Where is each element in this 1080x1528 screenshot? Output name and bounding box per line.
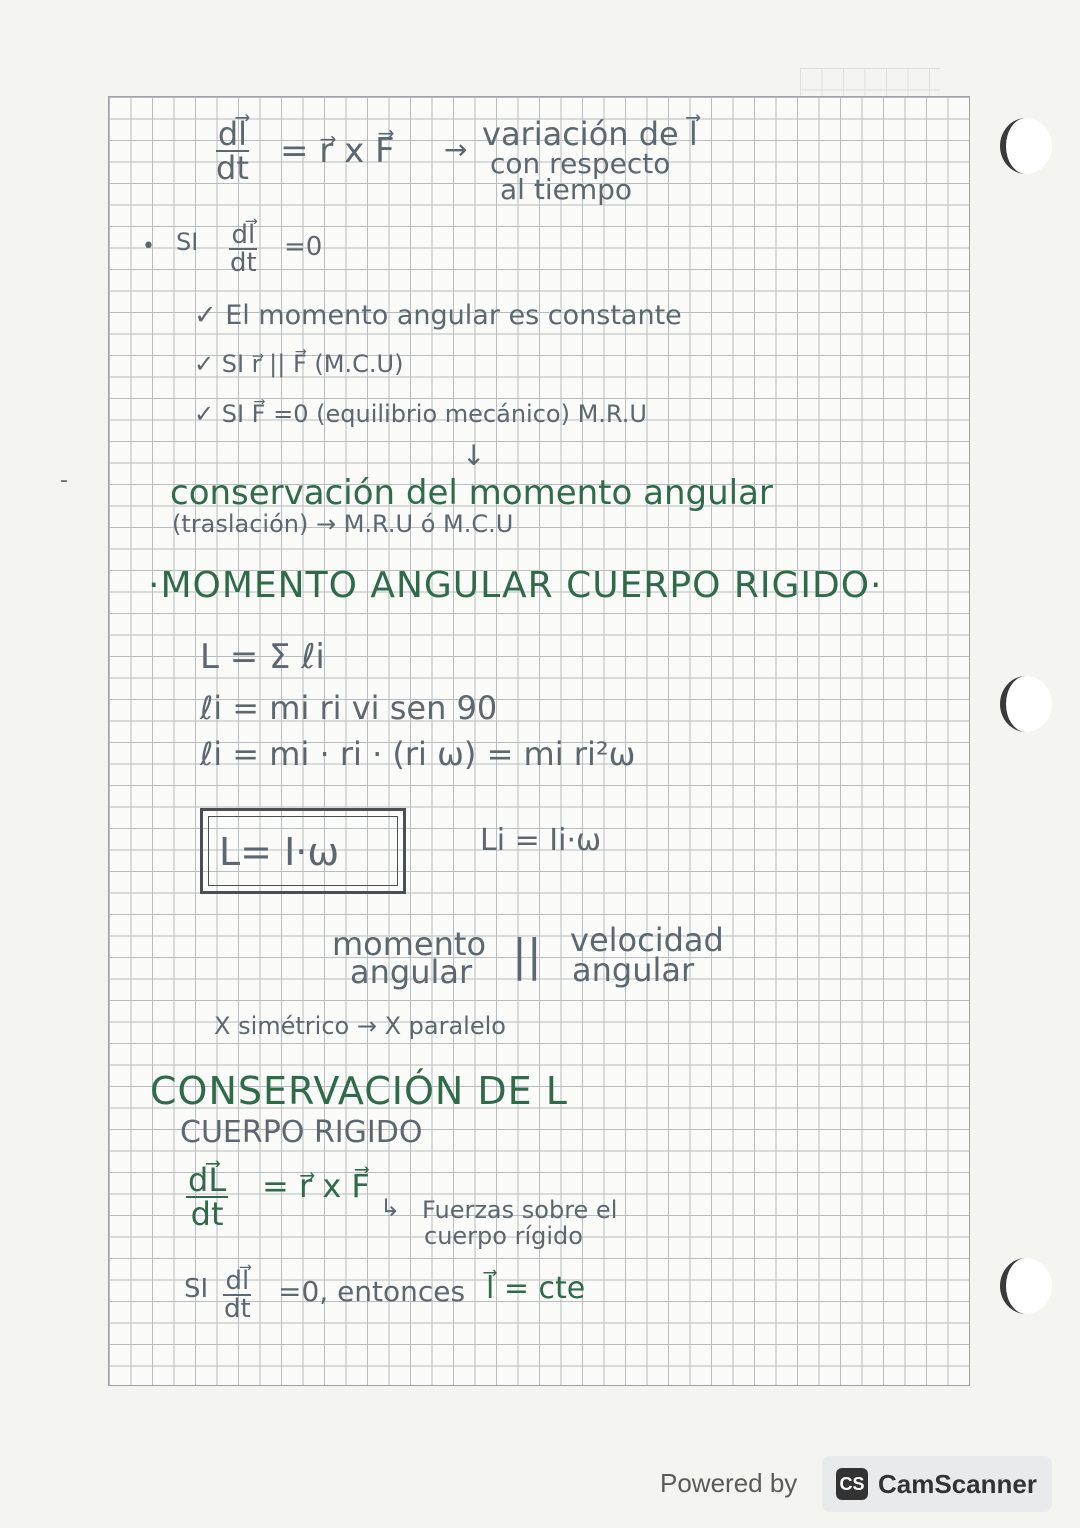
top-derivative-denominator: dt (216, 149, 249, 187)
check-item-mcu: ✓ SI r⃗ || F⃗ (M.C.U) (194, 350, 404, 378)
powered-by-text: Powered by (660, 1468, 798, 1498)
condition1-denominator: dt (230, 248, 257, 278)
torque-note-line2: cuerpo rígido (424, 1222, 583, 1250)
torque-rhs: = r⃗ x F⃗ (262, 1167, 370, 1205)
symmetric-note: X simétrico → X paralelo (214, 1012, 506, 1040)
eq-li-sen90: ℓi = mi ri vi sen 90 (200, 689, 498, 727)
condition1-equals: =0 (284, 232, 323, 262)
boxed-equation-frame (200, 808, 406, 894)
condition1-derivative (228, 222, 259, 276)
torque-numerator: dL⃗ (188, 1161, 227, 1199)
eq-li-omega: ℓi = mi · ri · (ri ω) = mi ri²ω (200, 735, 636, 773)
binder-hole-top (1000, 118, 1052, 174)
top-derivative-numerator: dl⃗ (217, 115, 248, 153)
binder-hole-bottom (1000, 1258, 1052, 1314)
check-item-mru: ✓ SI F⃗ =0 (equilibrio mecánico) M.R.U (194, 400, 647, 428)
condition1-si: SI (176, 228, 199, 256)
sub-rigid-body: CUERPO RIGIDO (180, 1115, 423, 1150)
final-denominator: dt (224, 1294, 251, 1324)
torque-denominator: dt (190, 1195, 224, 1233)
down-arrow-icon: ↓ (462, 439, 486, 472)
conservation-title: conservación del momento angular (170, 473, 773, 513)
parallel-right-line1: velocidad (570, 921, 724, 959)
top-derivative (214, 115, 251, 187)
final-then: =0, entonces (278, 1275, 466, 1308)
condition1-numerator: dl⃗ (231, 220, 256, 250)
binder-hole-middle (1000, 676, 1052, 732)
hook-arrow-icon: ↳ (380, 1194, 401, 1222)
margin-mark: - (60, 468, 68, 493)
boxed-equation: L= I·ω (219, 830, 340, 874)
top-note-line1: variación de l⃗ (482, 115, 698, 153)
parallel-right-line2: angular (572, 951, 695, 989)
camscanner-brand: CamScanner (878, 1468, 1037, 1499)
final-numerator: dl⃗ (225, 1266, 250, 1296)
parallel-symbol: || (512, 930, 542, 981)
final-result: l⃗ = cte (486, 1271, 586, 1306)
arrow-right-icon: → (444, 133, 468, 166)
final-derivative (222, 1268, 253, 1322)
final-si: SI (184, 1274, 209, 1304)
bullet-icon: • (142, 234, 155, 259)
torque-note-line1: Fuerzas sobre el (422, 1196, 618, 1224)
top-formula-rhs: = r⃗ x F⃗ (280, 131, 395, 171)
eq-L-sum: L = Σ ℓi (200, 637, 325, 677)
section-conservation-L: CONSERVACIÓN DE L (150, 1069, 568, 1113)
section-rigid-title: ·MOMENTO ANGULAR CUERPO RIGIDO· (148, 565, 883, 606)
check-item-constant: ✓ El momento angular es constante (194, 300, 682, 331)
side-equation: Li = Ii·ω (480, 823, 602, 858)
parallel-left-line1: momento (332, 925, 487, 963)
top-note-line3: al tiempo (500, 173, 633, 206)
top-note-line2: con respecto (490, 147, 671, 180)
camscanner-logo-icon: CS (836, 1468, 868, 1500)
parallel-left-line2: angular (350, 953, 473, 991)
camscanner-badge (822, 1456, 1052, 1512)
torque-derivative (186, 1161, 228, 1233)
conservation-subtitle: (traslación) → M.R.U ó M.C.U (172, 510, 514, 538)
